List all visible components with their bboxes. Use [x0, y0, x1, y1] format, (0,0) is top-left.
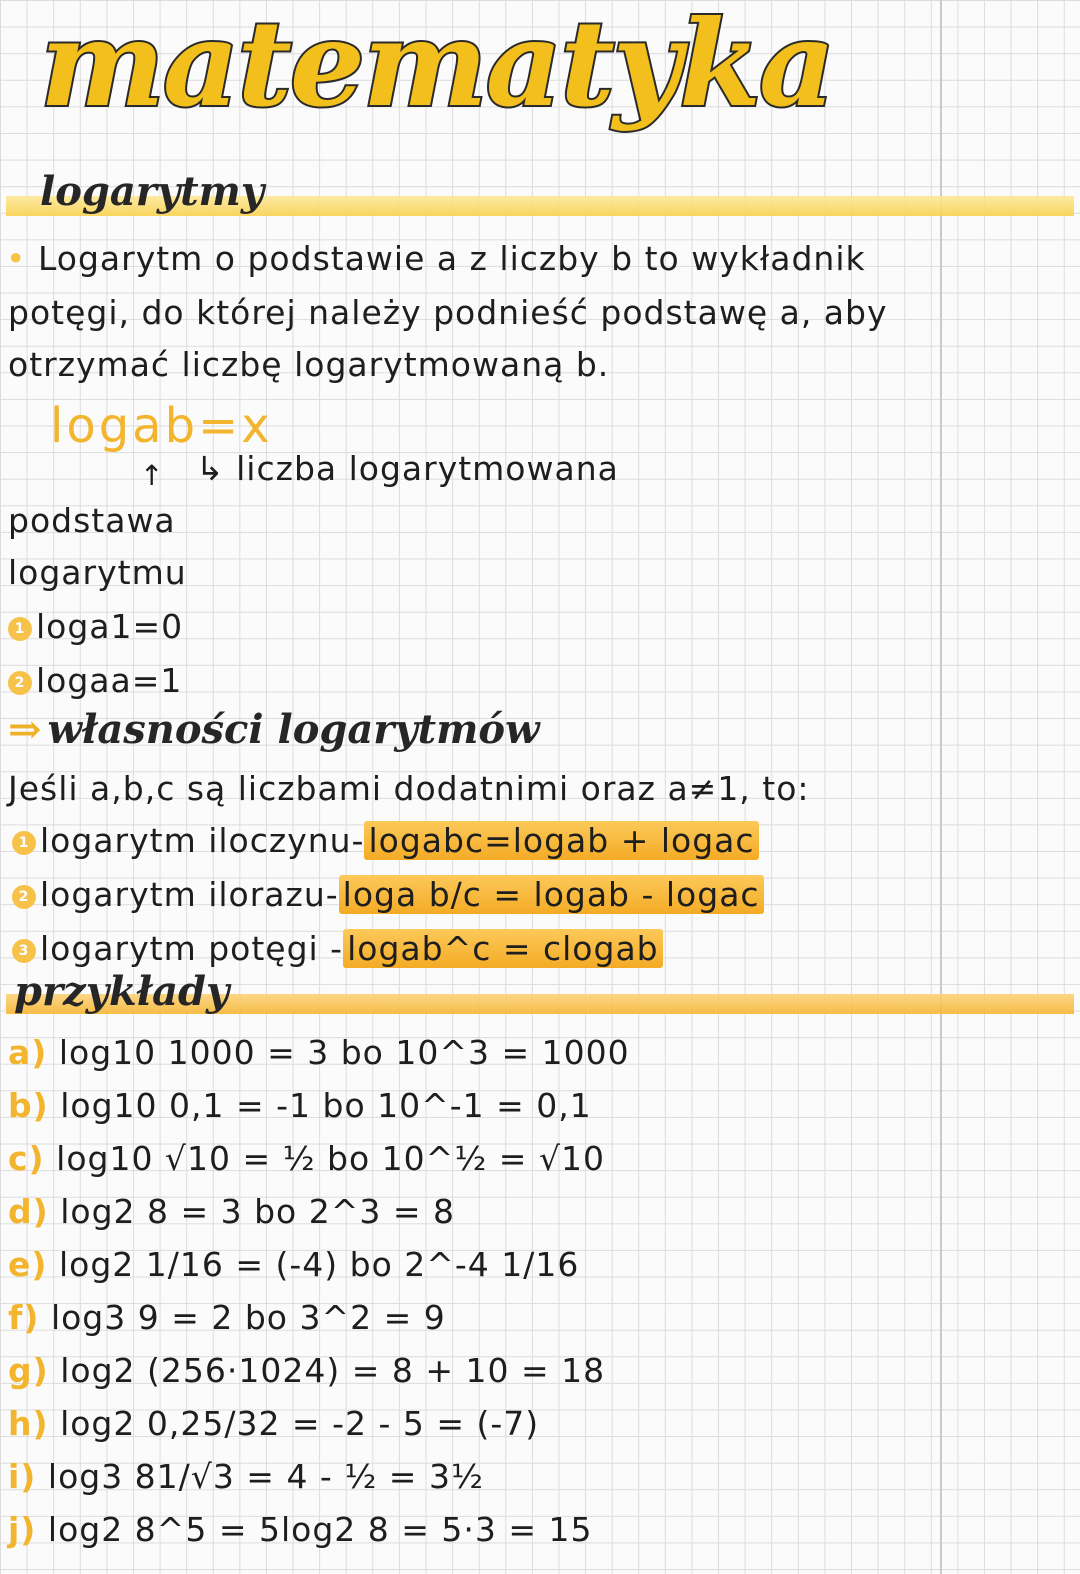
example-text: log10 0,1 = -1 bo 10^-1 = 0,1 [48, 1086, 592, 1125]
example-text: log2 8 = 3 bo 2^3 = 8 [48, 1192, 456, 1231]
example-text: log2 0,25/32 = -2 - 5 = (-7) [48, 1404, 540, 1443]
property-1: 1 loga1=0 [8, 610, 183, 643]
log-formula: logab=x [50, 398, 273, 454]
implies-arrow-icon: ⇒ [8, 706, 42, 753]
number-2-icon: 2 [12, 885, 36, 909]
property-item-2: 2 logarytm ilorazu- loga b/c = logab - logac [12, 878, 764, 911]
number-3-icon: 3 [12, 939, 36, 963]
example-letter: e) [8, 1245, 48, 1284]
number-2-icon: 2 [8, 671, 32, 695]
example-row [8, 1298, 446, 1337]
page-title: matematyka [40, 0, 834, 133]
properties-intro: Jeśli a,b,c są liczbami dodatnimi oraz a≠1, to: [8, 769, 810, 808]
example-letter: f) [8, 1298, 40, 1337]
arrow-right-icon: ↳ [196, 449, 237, 488]
property-2: 2 logaa=1 [8, 664, 182, 697]
example-row [8, 1351, 606, 1390]
example-letter: j) [8, 1510, 37, 1549]
example-text: log3 81/√3 = 4 - ½ = 3½ [36, 1457, 484, 1496]
example-letter: a) [8, 1033, 48, 1072]
example-row [8, 1457, 484, 1496]
example-row [8, 1404, 540, 1443]
definition-line-1: • Logarytm o podstawie a z liczby b to wykładnik [6, 239, 866, 278]
example-row [8, 1245, 580, 1284]
bullet-icon: • [6, 239, 27, 278]
example-row [8, 1033, 630, 1072]
example-text: log2 (256·1024) = 8 + 10 = 18 [48, 1351, 606, 1390]
example-row [8, 1086, 592, 1125]
arrow-up-icon: ↑ [140, 459, 165, 492]
example-text: log2 1/16 = (-4) bo 2^-4 1/16 [47, 1245, 580, 1284]
number-1-icon: 1 [8, 617, 32, 641]
example-letter: d) [8, 1192, 49, 1231]
example-letter: b) [8, 1086, 49, 1125]
example-text: log3 9 = 2 bo 3^2 = 9 [39, 1298, 446, 1337]
logarithmand-label: ↳ liczba logarytmowana [196, 449, 619, 488]
example-letter: h) [8, 1404, 49, 1443]
example-text: log10 1000 = 3 bo 10^3 = 1000 [47, 1033, 630, 1072]
base-label-line-1: podstawa [8, 501, 176, 540]
example-letter: c) [8, 1139, 45, 1178]
quotient-rule-formula: loga b/c = logab - logac [339, 875, 764, 914]
example-text: log10 √10 = ½ bo 10^½ = √10 [44, 1139, 605, 1178]
number-1-icon: 1 [12, 831, 36, 855]
property-item-1: 1 logarytm iloczynu- logabc=logab + logac [12, 824, 759, 857]
definition-line-3: otrzymać liczbę logarytmowaną b. [8, 345, 610, 384]
example-row [8, 1192, 456, 1231]
section-heading-logarytmy: logarytmy [40, 168, 265, 215]
example-row [8, 1139, 605, 1178]
example-letter: g) [8, 1351, 49, 1390]
definition-line-2: potęgi, do której należy podnieść podstawę a, aby [8, 293, 888, 332]
section-heading-przyklady: przykłady [14, 968, 230, 1015]
example-letter: i) [8, 1457, 37, 1496]
notebook-margin-line [940, 0, 942, 1574]
product-rule-formula: logabc=logab + logac [364, 821, 758, 860]
property-item-3: 3 logarytm potęgi - logab^c = clogab [12, 932, 663, 965]
example-text: log2 8^5 = 5log2 8 = 5·3 = 15 [36, 1510, 593, 1549]
example-row [8, 1510, 593, 1549]
base-label-line-2: logarytmu [8, 553, 187, 592]
power-rule-formula: logab^c = clogab [343, 929, 663, 968]
section-heading-wlasnosci: ⇒ własności logarytmów [8, 706, 540, 753]
